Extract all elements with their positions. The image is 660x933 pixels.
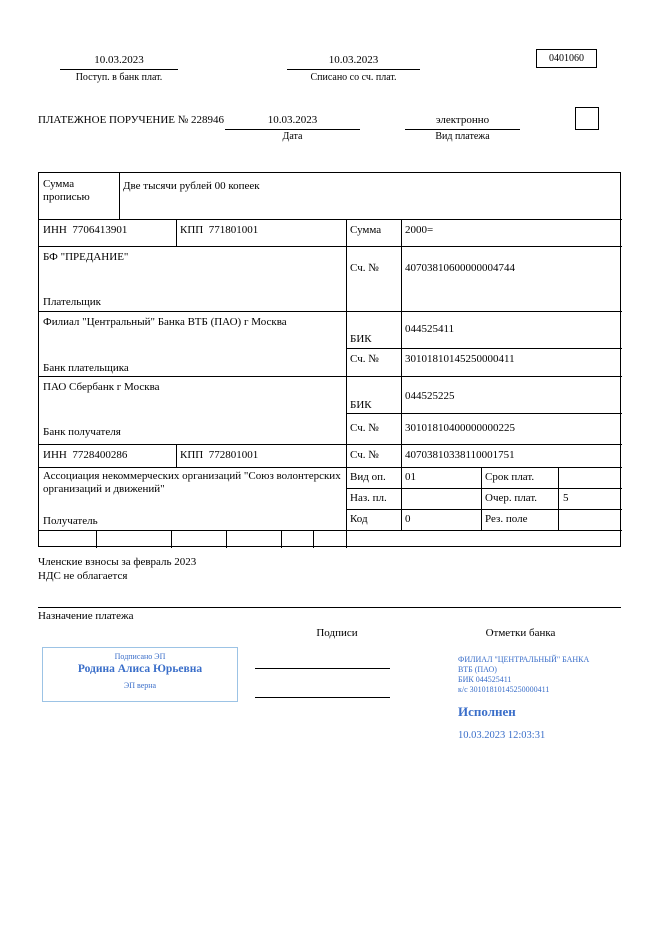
account-label: Сч. № <box>350 449 379 461</box>
table-line <box>119 173 120 219</box>
bik-label: БИК <box>350 333 372 345</box>
table-line <box>346 413 622 414</box>
payment-kind-label: Вид платежа <box>435 131 490 142</box>
payer-name: БФ "ПРЕДАНИЕ" <box>43 251 129 263</box>
table-line <box>281 530 282 548</box>
table-line <box>346 348 622 349</box>
table-line <box>176 444 177 467</box>
table-line <box>481 467 482 530</box>
payer-kpp: КПП 771801001 <box>180 224 259 236</box>
kod-value: 0 <box>405 513 411 525</box>
bank-stamp-corr-account: к/с 30101810145250000411 <box>458 685 550 694</box>
signatures-label: Подписи <box>316 627 358 639</box>
table-line <box>346 219 347 548</box>
document-date-label: Дата <box>282 131 303 142</box>
debited-date-label: Списано со сч. плат. <box>310 72 397 83</box>
table-line <box>39 530 622 531</box>
payee-bank-corr-account: 30101810400000000225 <box>405 422 515 434</box>
received-date-underline <box>60 69 178 70</box>
received-date-label: Поступ. в банк плат. <box>75 72 163 83</box>
payment-table <box>38 172 621 547</box>
vid-op-label: Вид оп. <box>350 471 386 483</box>
document-date-underline <box>225 129 360 130</box>
bank-stamp-line-2: ВТБ (ПАО) <box>458 665 497 674</box>
bank-stamp-status: Исполнен <box>458 704 516 719</box>
payment-kind-value: электронно <box>435 114 490 126</box>
table-line <box>401 219 402 530</box>
debited-date: 10.03.2023 <box>328 54 379 66</box>
table-line <box>346 488 622 489</box>
kod-label: Код <box>350 513 368 525</box>
payer-bank-bik: 044525411 <box>405 323 455 335</box>
received-date: 10.03.2023 <box>94 54 144 66</box>
naz-pl-label: Наз. пл. <box>350 492 387 504</box>
purpose-line-2: НДС не облагается <box>38 570 128 582</box>
table-line <box>39 311 622 312</box>
stamp-signer-name: Родина Алиса Юрьевна <box>77 663 203 675</box>
payee-bank-name: ПАО Сбербанк г Москва <box>43 381 160 393</box>
signature-line <box>255 697 390 698</box>
ocher-plat-label: Очер. плат. <box>485 492 538 504</box>
payee-label: Получатель <box>43 515 98 527</box>
form-code-box <box>536 49 597 68</box>
payee-bank-bik: 044525225 <box>405 390 455 402</box>
table-line <box>558 467 559 530</box>
purpose-label: Назначение платежа <box>38 610 134 622</box>
payer-bank-label: Банк плательщика <box>43 362 129 374</box>
account-label: Сч. № <box>350 353 379 365</box>
table-line <box>96 530 97 548</box>
e-signature-stamp <box>42 647 238 702</box>
document-date: 10.03.2023 <box>267 114 318 126</box>
payer-account: 40703810600000004744 <box>405 262 515 274</box>
payment-kind-underline <box>405 129 520 130</box>
document-title: ПЛАТЕЖНОЕ ПОРУЧЕНИЕ № 228946 <box>38 114 225 126</box>
amount-value: 2000= <box>405 224 434 236</box>
payee-kpp: КПП 772801001 <box>180 449 259 461</box>
bank-marks-label: Отметки банка <box>485 627 556 639</box>
vid-op-value: 01 <box>405 471 416 483</box>
payee-inn: ИНН 7728400286 <box>43 449 128 461</box>
payer-bank-corr-account: 30101810145250000411 <box>405 353 515 365</box>
signature-line <box>255 668 390 669</box>
stamp-top-text: Подписано ЭП <box>114 652 166 661</box>
purpose-underline <box>38 607 621 608</box>
amount-words-label: Сумма прописью <box>43 178 90 203</box>
bank-stamp-datetime: 10.03.2023 12:03:31 <box>458 730 546 741</box>
table-line <box>171 530 172 548</box>
bik-label: БИК <box>350 399 372 411</box>
table-line <box>39 376 622 377</box>
table-line <box>176 219 177 246</box>
status-code-box <box>575 107 599 130</box>
bank-stamp-bik: БИК 044525411 <box>458 675 512 684</box>
table-line <box>346 509 622 510</box>
form-code: 0401060 <box>549 53 584 64</box>
table-line <box>39 246 622 247</box>
amount-label: Сумма <box>350 224 382 236</box>
payee-name: Ассоциация некоммерческих организаций "Союз волонтерских организаций и движений" <box>43 470 341 495</box>
payee-bank-label: Банк получателя <box>43 426 121 438</box>
table-line <box>313 530 314 548</box>
amount-words-value: Две тысячи рублей 00 копеек <box>123 180 260 192</box>
purpose-line-1: Членские взносы за февраль 2023 <box>38 556 197 568</box>
table-line <box>39 444 622 445</box>
table-line <box>39 219 622 220</box>
payer-inn: ИНН 7706413901 <box>43 224 128 236</box>
table-line <box>39 467 622 468</box>
account-label: Сч. № <box>350 262 379 274</box>
debited-date-underline <box>287 69 420 70</box>
payer-bank-name: Филиал "Центральный" Банка ВТБ (ПАО) г Москва <box>43 316 287 328</box>
payee-account: 40703810338110001751 <box>405 449 515 461</box>
srok-plat-label: Срок плат. <box>485 471 535 483</box>
table-line <box>226 530 227 548</box>
ocher-plat-value: 5 <box>563 492 569 504</box>
bank-stamp-line-1: ФИЛИАЛ "ЦЕНТРАЛЬНЫЙ" БАНКА <box>458 655 590 664</box>
rez-pole-label: Рез. поле <box>485 513 528 525</box>
stamp-bottom-text: ЭП верна <box>123 681 157 690</box>
payer-label: Плательщик <box>43 296 101 308</box>
account-label: Сч. № <box>350 422 379 434</box>
